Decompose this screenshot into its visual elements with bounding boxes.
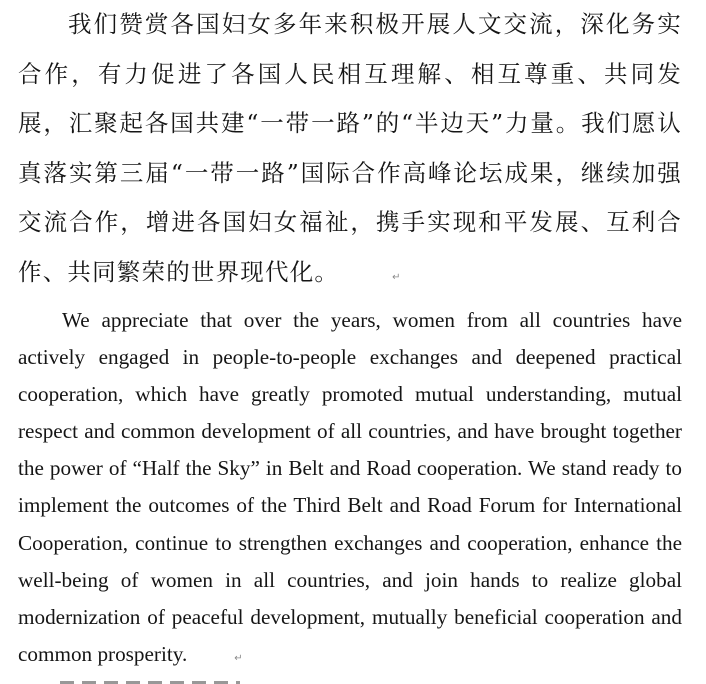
next-line-cutoff	[60, 676, 260, 684]
chinese-paragraph-text: 我们赞赏各国妇女多年来积极开展人文交流，深化务实合作，有力促进了各国人民相互理解、相互尊重、共同发展，汇聚起各国共建“一带一路”的“半边天”力量。我们愿认真落实第三届“一带一路”国际合作高峰论坛成果，继续加强交流合作，增进各国妇女福祉，携手实现和平发展、互利合作、共同繁荣的世界现代化。	[18, 10, 682, 286]
chinese-paragraph	[18, 0, 682, 303]
english-paragraph-text: We appreciate that over the years, women from all countries have actively engaged in people-to-people exchanges and deepened practical cooperation, which have greatly promoted mutual understanding, mutual respect and common development of all countries, and have brought together the power of “Half the Sky” in Belt and Road cooperation. We stand ready to implement the outcomes of the Third Belt and Road Forum for International Cooperation, continue to strengthen exchanges and cooperation, enhance the well-being of women in all countries, and join hands to realize global modernization of peaceful development, mutually beneficial cooperation and common prosperity.	[18, 308, 682, 666]
paragraph-mark-icon: ↵	[392, 271, 402, 283]
paragraph-mark-icon: ↵	[234, 652, 243, 664]
english-paragraph	[18, 302, 682, 677]
